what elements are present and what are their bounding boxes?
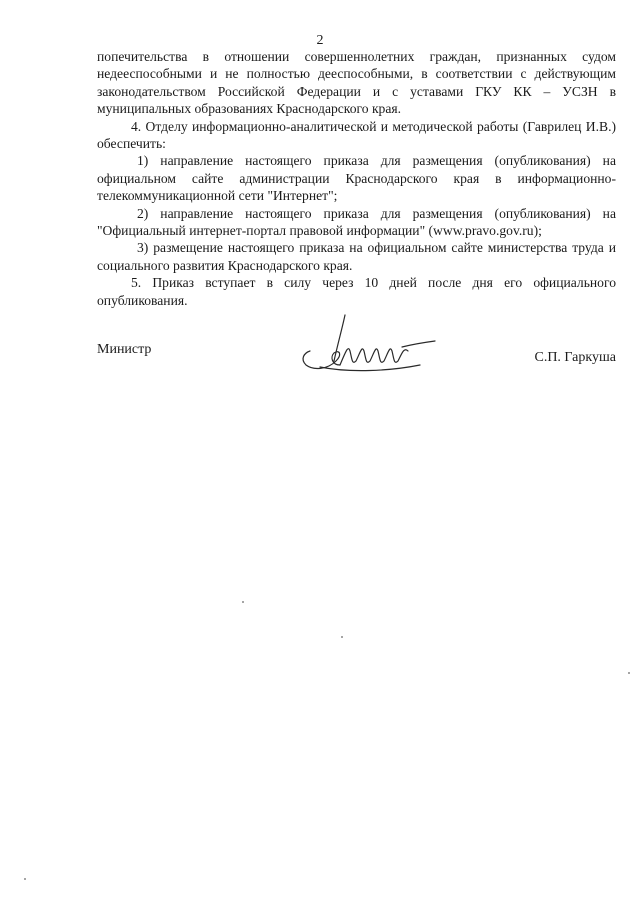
handwritten-signature bbox=[290, 311, 440, 381]
scan-speck bbox=[24, 878, 26, 880]
page-number: 2 bbox=[316, 33, 324, 48]
scan-speck bbox=[242, 601, 244, 603]
paragraph-item-5: 5. Приказ вступает в силу через 10 дней после дня его официального опубликования. bbox=[97, 275, 616, 308]
paragraph-guardianship: попечительства в отношении совершеннолетних граждан, признанных судом недееспособными и не полностью дееспособными, в соответствии с действующим законодательством Российской Федерации и с уставами ГКУ КК – УСЗН в муниципальных образованиях Краснодарского края. bbox=[97, 49, 616, 117]
paragraph-item-4-1: 1) направление настоящего приказа для размещения (опубликования) на официальном сайте администрации Краснодарского края в информационно-телекоммуникационной сети "Интернет"; bbox=[97, 153, 616, 204]
paragraph-item-4: 4. Отделу информационно-аналитической и методической работы (Гаврилец И.В.) обеспечить: bbox=[97, 118, 616, 152]
scan-speck bbox=[341, 636, 343, 638]
signatory-name: С.П. Гаркуша bbox=[534, 350, 616, 365]
paragraph-item-4-2: 2) направление настоящего приказа для размещения (опубликования) на "Официальный интернет-портал правовой информации" (www.pravo.gov.ru); bbox=[97, 205, 616, 239]
paragraph-item-4-3: 3) размещение настоящего приказа на официальном сайте министерства труда и социального развития Краснодарского края. bbox=[97, 240, 616, 273]
signatory-title: Министр bbox=[97, 342, 152, 357]
document-body bbox=[97, 48, 616, 309]
scan-speck bbox=[628, 672, 630, 674]
